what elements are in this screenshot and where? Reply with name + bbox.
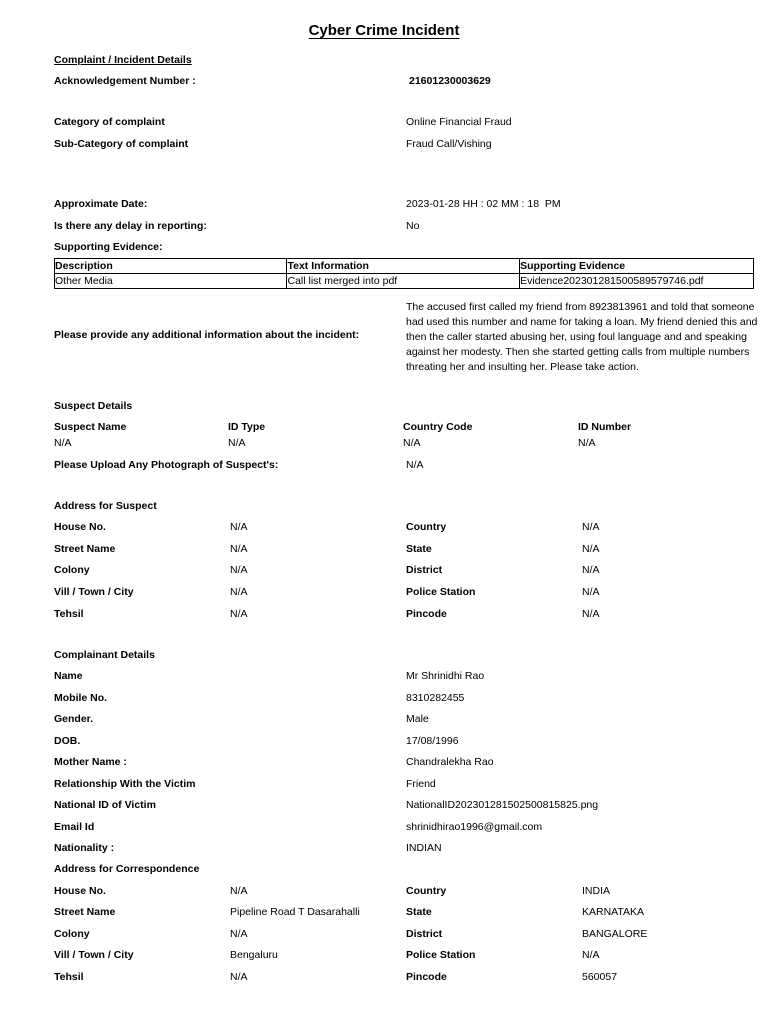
suspect-city-label: Vill / Town / City	[54, 586, 134, 598]
suspect-street-label: Street Name	[54, 543, 116, 555]
acknowledgement-value: 21601230003629	[409, 75, 491, 87]
nationality-value: INDIAN	[406, 842, 442, 854]
corr-police-station-value: N/A	[582, 949, 600, 961]
corr-country-label: Country	[406, 885, 447, 897]
corr-state-label: State	[406, 906, 432, 918]
subcategory-label: Sub-Category of complaint	[54, 138, 189, 150]
approximate-date-value: 2023-01-28 HH : 02 MM : 18 PM	[406, 198, 561, 210]
suspect-house-label: House No.	[54, 521, 106, 533]
corr-pincode-label: Pincode	[406, 971, 447, 983]
complainant-name-label: Name	[54, 670, 83, 682]
id-number-value: N/A	[578, 437, 596, 449]
supporting-evidence-label: Supporting Evidence:	[54, 241, 163, 253]
suspect-tehsil-label: Tehsil	[54, 608, 84, 620]
id-type-value: N/A	[228, 437, 246, 449]
suspect-police-station-value: N/A	[582, 586, 600, 598]
corr-house-value: N/A	[230, 885, 248, 897]
suspect-house-value: N/A	[230, 521, 248, 533]
evidence-table-header	[55, 259, 754, 274]
country-code-header: Country Code	[403, 421, 473, 433]
suspect-section-heading: Suspect Details	[54, 400, 133, 412]
suspect-district-label: District	[406, 564, 443, 576]
country-code-value: N/A	[403, 437, 421, 449]
evidence-table	[54, 258, 754, 289]
email-label: Email Id	[54, 821, 95, 833]
suspect-city-value: N/A	[230, 586, 248, 598]
suspect-police-station-label: Police Station	[406, 586, 476, 598]
corr-house-label: House No.	[54, 885, 106, 897]
approximate-date-label: Approximate Date:	[54, 198, 148, 210]
evidence-description-cell: Other Media	[55, 274, 287, 289]
dob-value: 17/08/1996	[406, 735, 459, 747]
suspect-photo-value: N/A	[406, 459, 424, 471]
additional-info-text: The accused first called my friend from 8923813961 and told that someone had used this number and name for taking a loan. My friend denied this and then the caller started abusing her, using foul language and and speaking against her modesty. Then she started getting calls from multiple numbers threating her and insulting her. Please take action.	[406, 301, 758, 373]
delay-label: Is there any delay in reporting:	[54, 220, 207, 232]
complaint-section-heading: Complaint / Incident Details	[54, 54, 192, 66]
suspect-street-value: N/A	[230, 543, 248, 555]
corr-police-station-label: Police Station	[406, 949, 476, 961]
mother-name-value: Chandralekha Rao	[406, 756, 494, 768]
delay-value: No	[406, 220, 420, 232]
suspect-country-value: N/A	[582, 521, 600, 533]
corr-street-label: Street Name	[54, 906, 116, 918]
suspect-country-label: Country	[406, 521, 447, 533]
relationship-value: Friend	[406, 778, 436, 790]
corr-city-value: Bengaluru	[230, 949, 278, 961]
page-title: Cyber Crime Incident	[308, 22, 460, 39]
dob-label: DOB.	[54, 735, 81, 747]
category-label: Category of complaint	[54, 116, 165, 128]
gender-value: Male	[406, 713, 429, 725]
gender-label: Gender.	[54, 713, 94, 725]
suspect-colony-value: N/A	[230, 564, 248, 576]
evidence-text-cell: Call list merged into pdf	[287, 274, 520, 289]
category-value: Online Financial Fraud	[406, 116, 512, 128]
evidence-header-description: Description	[55, 259, 287, 274]
suspect-pincode-label: Pincode	[406, 608, 447, 620]
correspondence-address-heading: Address for Correspondence	[54, 863, 200, 875]
corr-street-value: Pipeline Road T Dasarahalli	[230, 906, 360, 918]
suspect-name-header: Suspect Name	[54, 421, 127, 433]
evidence-header-supporting-evidence: Supporting Evidence	[520, 259, 754, 274]
id-type-header: ID Type	[228, 421, 266, 433]
mobile-value: 8310282455	[406, 692, 465, 704]
corr-pincode-value: 560057	[582, 971, 618, 983]
id-number-header: ID Number	[578, 421, 632, 433]
corr-district-label: District	[406, 928, 443, 940]
mother-name-label: Mother Name :	[54, 756, 127, 768]
additional-info-label: Please provide any additional information about the incident:	[54, 329, 360, 341]
suspect-address-heading: Address for Suspect	[54, 500, 157, 512]
mobile-label: Mobile No.	[54, 692, 108, 704]
acknowledgement-label: Acknowledgement Number :	[54, 75, 196, 87]
national-id-label: National ID of Victim	[54, 799, 156, 811]
corr-colony-label: Colony	[54, 928, 90, 940]
nationality-label: Nationality :	[54, 842, 115, 854]
complainant-section-heading: Complainant Details	[54, 649, 155, 661]
suspect-photo-label: Please Upload Any Photograph of Suspect's:	[54, 459, 279, 471]
corr-district-value: BANGALORE	[582, 928, 648, 940]
suspect-state-value: N/A	[582, 543, 600, 555]
corr-state-value: KARNATAKA	[582, 906, 645, 918]
corr-colony-value: N/A	[230, 928, 248, 940]
corr-tehsil-value: N/A	[230, 971, 248, 983]
suspect-state-label: State	[406, 543, 432, 555]
corr-country-value: INDIA	[582, 885, 611, 897]
email-value: shrinidhirao1996@gmail.com	[406, 821, 543, 833]
table-row	[55, 274, 754, 289]
corr-tehsil-label: Tehsil	[54, 971, 84, 983]
national-id-value: NationalID20230128150250081582​5.png	[406, 799, 599, 811]
evidence-file-cell: Evidence20230128150058957974​6.pdf	[520, 274, 754, 289]
suspect-colony-label: Colony	[54, 564, 90, 576]
corr-city-label: Vill / Town / City	[54, 949, 134, 961]
complainant-name-value: Mr Shrinidhi Rao	[406, 670, 485, 682]
suspect-pincode-value: N/A	[582, 608, 600, 620]
subcategory-value: Fraud Call/Vishing	[406, 138, 492, 150]
suspect-district-value: N/A	[582, 564, 600, 576]
relationship-label: Relationship With the Victim	[54, 778, 196, 790]
suspect-tehsil-value: N/A	[230, 608, 248, 620]
evidence-header-text-information: Text Information	[287, 259, 520, 274]
suspect-name-value: N/A	[54, 437, 72, 449]
